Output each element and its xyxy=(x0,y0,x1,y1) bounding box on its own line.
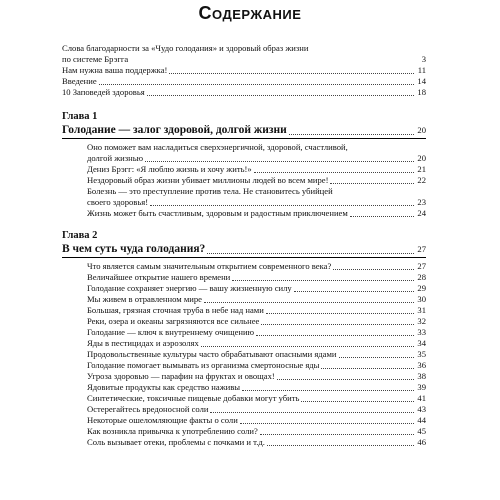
leader-dots xyxy=(147,94,414,96)
toc-entry-text: Нам нужна ваша поддержка! xyxy=(62,65,168,75)
toc-entry[interactable] xyxy=(62,349,426,360)
toc-entry[interactable] xyxy=(62,76,426,87)
toc-entry-text: по системе Брэгга xyxy=(62,54,129,64)
leader-dots xyxy=(321,367,414,369)
toc-entry[interactable] xyxy=(62,142,426,153)
leader-dots xyxy=(261,323,414,325)
toc-entry-text: Продовольственные культуры часто обрабатывают опасными ядами xyxy=(87,349,337,359)
toc-entry[interactable] xyxy=(62,393,426,404)
page-title: Содержание xyxy=(198,3,302,23)
toc-entry-text: Голодание помогает вымывать из организма смертоносные яды xyxy=(87,360,320,370)
leader-dots xyxy=(289,133,414,135)
leader-dots xyxy=(99,83,414,85)
chapter-heading[interactable] xyxy=(62,123,426,137)
leader-dots xyxy=(260,433,414,435)
leader-dots xyxy=(330,182,414,184)
toc-entry-text: Как возникла привычка к употреблению соли? xyxy=(87,426,258,436)
toc-entry[interactable] xyxy=(62,338,426,349)
page-number: 41 xyxy=(417,393,426,403)
toc-entry[interactable] xyxy=(62,175,426,186)
toc-entry[interactable] xyxy=(62,327,426,338)
page-number: 34 xyxy=(417,338,426,348)
chapter-heading-text: В чем суть чуда голодания? xyxy=(62,243,206,255)
leader-dots xyxy=(242,389,414,391)
toc-entry[interactable] xyxy=(62,371,426,382)
chapter-1-section xyxy=(62,111,426,219)
toc-entry-text: Остерегайтесь вредоносной соли xyxy=(87,404,209,414)
page-number: 14 xyxy=(417,76,426,86)
toc-entry[interactable] xyxy=(62,382,426,393)
toc-entry[interactable] xyxy=(62,87,426,98)
page-number: 28 xyxy=(417,272,426,282)
toc-entry-text: Слова благодарности за «Чудо голодания» и здоровый образ жизни xyxy=(62,43,309,53)
toc-entry[interactable] xyxy=(62,283,426,294)
leader-dots xyxy=(145,160,414,162)
page-number: 21 xyxy=(417,164,426,174)
page-number: 31 xyxy=(417,305,426,315)
page-number: 20 xyxy=(417,153,426,163)
page-number: 3 xyxy=(421,54,426,64)
toc-entry[interactable] xyxy=(62,261,426,272)
toc-entry-text: Величайшее открытие нашего времени xyxy=(87,272,231,282)
leader-dots xyxy=(130,62,414,63)
toc-entry[interactable] xyxy=(62,197,426,208)
toc-entry[interactable] xyxy=(62,294,426,305)
page-number: 33 xyxy=(417,327,426,337)
toc-entry-text: Соль вызывает отеки, проблемы с почками и т.д. xyxy=(87,437,265,447)
leader-dots xyxy=(204,301,414,303)
toc-entry-text: Болезнь — это преступление против тела. Не становитесь убийцей xyxy=(87,186,333,196)
leader-dots xyxy=(207,252,414,254)
toc-entry-text: Ядовитые продукты как средство наживы xyxy=(87,382,241,392)
leader-dots xyxy=(301,400,414,402)
toc-entry[interactable] xyxy=(62,305,426,316)
leader-dots xyxy=(294,290,414,292)
toc-entry[interactable] xyxy=(62,54,426,65)
page-number: 18 xyxy=(417,87,426,97)
chapter-divider xyxy=(62,257,426,258)
leader-dots xyxy=(350,150,414,151)
toc-entry-text: Мы живем в отравленном мире xyxy=(87,294,202,304)
toc-entry[interactable] xyxy=(62,437,426,448)
page-number: 29 xyxy=(417,283,426,293)
leader-dots xyxy=(335,194,414,195)
page-number: 39 xyxy=(417,382,426,392)
toc-entry[interactable] xyxy=(62,272,426,283)
toc-entry-text: 10 Заповедей здоровья xyxy=(62,87,145,97)
toc-entry[interactable] xyxy=(62,426,426,437)
chapter-heading-text: Голодание — залог здоровой, долгой жизни xyxy=(62,124,287,136)
leader-dots xyxy=(240,422,414,424)
leader-dots xyxy=(350,215,414,217)
chapter-label: Глава 2 xyxy=(62,230,98,241)
chapter-2-entries xyxy=(62,261,426,448)
chapter-2-section xyxy=(62,230,426,448)
toc-entry-text: Угроза здоровью — парафин на фруктах и овощах! xyxy=(87,371,275,381)
toc-entry-text: долгой жизнью xyxy=(87,153,144,163)
leader-dots xyxy=(256,334,414,336)
page-number: 27 xyxy=(417,244,426,254)
page-number: 24 xyxy=(417,208,426,218)
toc-entry[interactable] xyxy=(62,360,426,371)
leader-dots xyxy=(150,204,414,206)
leader-dots xyxy=(254,171,414,173)
chapter-divider xyxy=(62,138,426,139)
toc-entry-text: Нездоровый образ жизни убивает миллионы людей во всем мире! xyxy=(87,175,329,185)
leader-dots xyxy=(310,51,414,52)
toc-entry-text: Введение xyxy=(62,76,97,86)
toc-entry[interactable] xyxy=(62,186,426,197)
leader-dots xyxy=(210,411,414,413)
toc-entry-text: Голодание сохраняет энергию — вашу жизненную силу xyxy=(87,283,292,293)
page-number: 45 xyxy=(417,426,426,436)
toc-entry-text: Голодание — ключ к внутреннему очищению xyxy=(87,327,255,337)
page-number: 35 xyxy=(417,349,426,359)
leader-dots xyxy=(232,279,414,281)
toc-entry[interactable] xyxy=(62,43,426,54)
leader-dots xyxy=(169,72,414,74)
toc-entry-text: Оно поможет вам насладиться сверхэнергичной, здоровой, счастливой, xyxy=(87,142,348,152)
page-number: 27 xyxy=(417,261,426,271)
toc-entry-text: Яды в пестицидах и аэрозолях xyxy=(87,338,199,348)
toc-entry[interactable] xyxy=(62,316,426,327)
page-number: 22 xyxy=(417,175,426,185)
page-number: 46 xyxy=(417,437,426,447)
page-number: 44 xyxy=(417,415,426,425)
toc-entry-text: Реки, озера и океаны загрязняются все сильнее xyxy=(87,316,260,326)
leader-dots xyxy=(267,444,414,446)
leader-dots xyxy=(333,268,414,270)
toc-entry-text: своего здоровья! xyxy=(87,197,149,207)
leader-dots xyxy=(277,378,414,380)
leader-dots xyxy=(201,345,414,347)
page-number: 11 xyxy=(417,65,426,75)
front-matter-list xyxy=(62,43,426,98)
toc-entry-text: Дениз Брэгг: «Я люблю жизнь и хочу жить!» xyxy=(87,164,252,174)
leader-dots xyxy=(339,356,415,358)
leader-dots xyxy=(266,312,414,314)
page-number: 20 xyxy=(417,125,426,135)
toc-entry-text: Синтетические, токсичные пищевые добавки могут убить xyxy=(87,393,300,403)
page-number: 32 xyxy=(417,316,426,326)
page-number: 38 xyxy=(417,371,426,381)
toc-entry[interactable] xyxy=(62,415,426,426)
page-number: 43 xyxy=(417,404,426,414)
page-number: 23 xyxy=(417,197,426,207)
toc-entry[interactable] xyxy=(62,164,426,175)
toc-entry-text: Большая, грязная сточная труба в небе над нами xyxy=(87,305,264,315)
toc-entry[interactable] xyxy=(62,404,426,415)
toc-entry-text: Что является самым значительным открытием современного века? xyxy=(87,261,332,271)
toc-entry-text: Жизнь может быть счастливым, здоровым и радостным приключением xyxy=(87,208,348,218)
chapter-heading[interactable] xyxy=(62,242,426,256)
page-number: 36 xyxy=(417,360,426,370)
toc-entry[interactable] xyxy=(62,153,426,164)
page-number: 30 xyxy=(417,294,426,304)
chapter-label: Глава 1 xyxy=(62,111,98,122)
toc-entry-text: Некоторые ошеломляющие факты о соли xyxy=(87,415,238,425)
toc-entry[interactable] xyxy=(62,65,426,76)
toc-entry[interactable] xyxy=(62,208,426,219)
chapter-1-entries xyxy=(62,142,426,219)
